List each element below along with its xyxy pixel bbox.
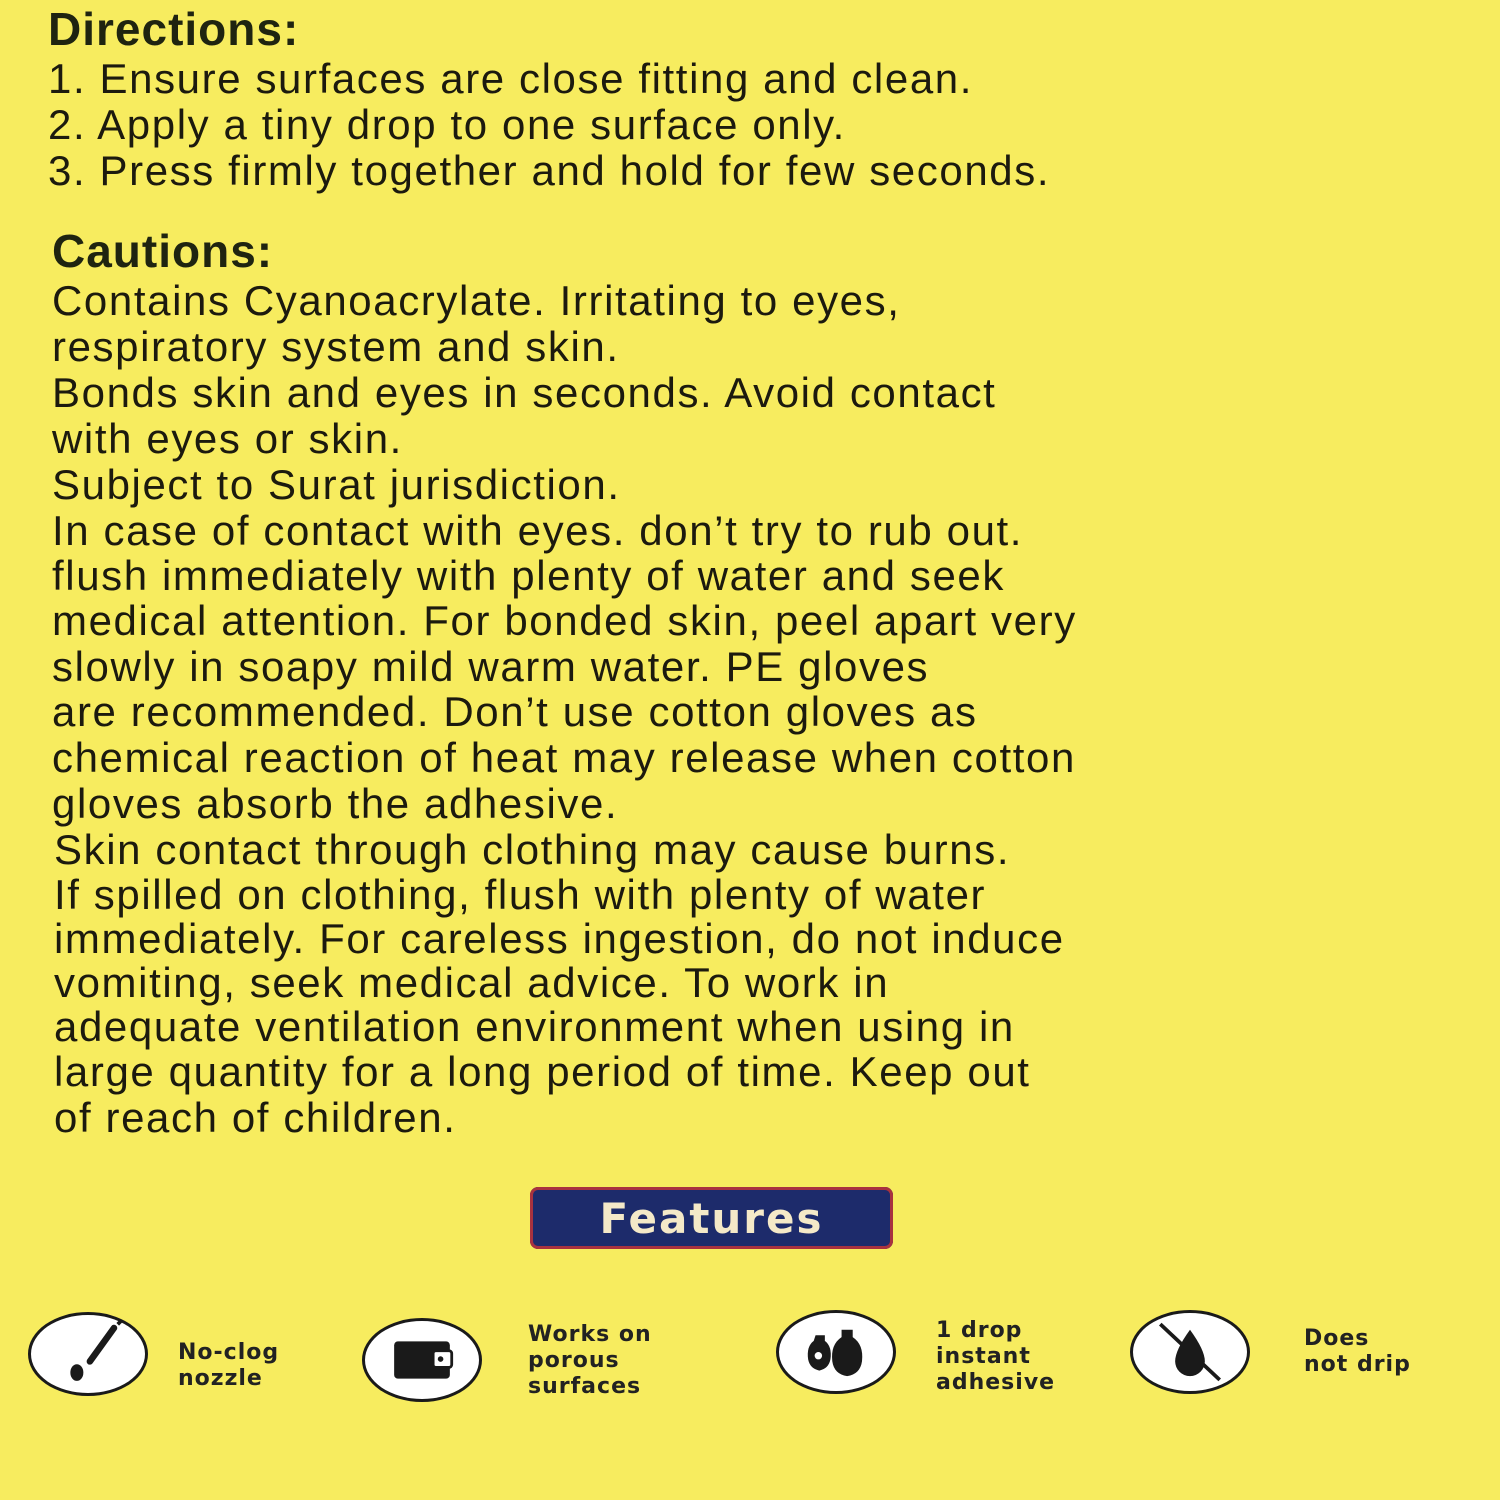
features-badge (530, 1187, 893, 1249)
caution-line: gloves absorb the adhesive. (52, 780, 619, 827)
features-badge-label: Features (599, 1193, 824, 1243)
caution-line: with eyes or skin. (52, 415, 403, 462)
caution-line: respiratory system and skin. (52, 323, 620, 370)
caution-line: chemical reaction of heat may release when cotton (52, 734, 1076, 781)
direction-step: 1. Ensure surfaces are close fitting and clean. (48, 55, 974, 102)
feature-works-on-porous-surfaces (362, 1300, 702, 1410)
caution-line: Subject to Surat jurisdiction. (52, 461, 621, 508)
nozzle-icon (28, 1312, 148, 1396)
direction-step: 3. Press firmly together and hold for few seconds. (48, 147, 1051, 194)
feature-label: Works on porous surfaces (528, 1322, 652, 1399)
features-strip (0, 1300, 1500, 1410)
feature-1-drop-instant-adhesive (776, 1300, 1106, 1410)
direction-step: 2. Apply a tiny drop to one surface only. (48, 101, 846, 148)
caution-line: are recommended. Don’t use cotton gloves as (52, 688, 978, 735)
caution-line: slowly in soapy mild warm water. PE gloves (52, 643, 930, 690)
feature-label: 1 drop instant adhesive (936, 1318, 1056, 1395)
vases-icon (776, 1310, 896, 1394)
caution-line: vomiting, seek medical advice. To work in (54, 959, 890, 1006)
caution-line: Bonds skin and eyes in seconds. Avoid contact (52, 369, 997, 416)
caution-line: Contains Cyanoacrylate. Irritating to eyes, (52, 277, 901, 324)
no-drip-icon (1130, 1310, 1250, 1394)
wallet-icon (362, 1318, 482, 1402)
caution-line: adequate ventilation environment when using in (54, 1003, 1015, 1050)
caution-line: In case of contact with eyes. don’t try to rub out. (52, 507, 1024, 554)
directions-heading: Directions: (48, 3, 300, 55)
caution-line: medical attention. For bonded skin, peel apart very (52, 597, 1077, 644)
caution-line: immediately. For careless ingestion, do not induce (54, 915, 1065, 962)
feature-no-clog-nozzle (28, 1300, 318, 1410)
feature-does-not-drip (1130, 1300, 1470, 1410)
feature-label: Does not drip (1304, 1326, 1411, 1377)
feature-label: No-clog nozzle (178, 1340, 280, 1391)
caution-line: large quantity for a long period of time. Keep out (54, 1048, 1031, 1095)
caution-line: flush immediately with plenty of water and seek (52, 552, 1005, 599)
caution-line: If spilled on clothing, flush with plenty of water (54, 871, 987, 918)
caution-line: of reach of children. (54, 1094, 457, 1141)
cautions-heading: Cautions: (52, 225, 274, 277)
caution-line: Skin contact through clothing may cause burns. (54, 826, 1011, 873)
